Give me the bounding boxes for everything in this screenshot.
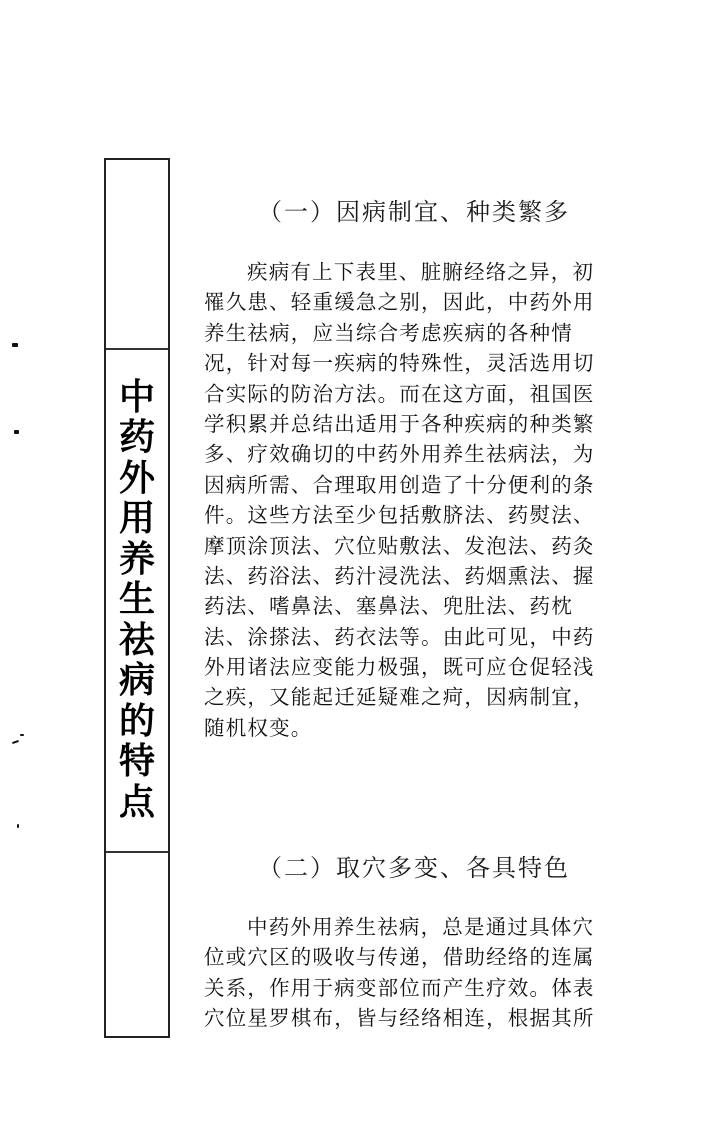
chapter-title-char: 病 bbox=[118, 660, 155, 702]
paragraph-line: 穴位星罗棋布，皆与经络相连，根据其所 bbox=[204, 1006, 595, 1031]
chapter-title-char: 生 bbox=[118, 579, 155, 621]
paragraph-line: 因病所需、合理取用创造了十分便利的条 bbox=[204, 472, 595, 497]
scan-mark bbox=[20, 734, 24, 736]
paragraph-line: 外用诸法应变能力极强，既可应仓促轻浅 bbox=[204, 655, 595, 680]
paragraph-line: 关系，作用于病变部位而产生疗效。体表 bbox=[204, 975, 595, 1000]
paragraph-line: 摩顶涂顶法、穴位贴敷法、发泡法、药灸 bbox=[204, 533, 595, 558]
paragraph-line: 法、涂搽法、药衣法等。由此可见，中药 bbox=[204, 624, 595, 649]
chapter-title-char: 外 bbox=[118, 457, 155, 499]
paragraph-line: 罹久患、轻重缓急之别，因此，中药外用 bbox=[204, 290, 595, 315]
scan-mark bbox=[14, 430, 19, 434]
paragraph-line: 中药外用养生祛病，总是通过具体穴 bbox=[247, 915, 595, 939]
sidebar-title-cell bbox=[106, 348, 168, 853]
paragraph-line: 药法、嗜鼻法、塞鼻法、兜肚法、药枕 bbox=[204, 594, 573, 619]
scan-mark bbox=[12, 740, 19, 744]
paragraph-line: 随机权变。 bbox=[204, 715, 313, 740]
section-heading-2: （二）取穴多变、各具特色 bbox=[258, 854, 570, 882]
paragraph-line: 多、疗效确切的中药外用养生祛病法，为 bbox=[204, 442, 595, 467]
scan-mark bbox=[12, 343, 18, 347]
scan-mark bbox=[17, 824, 19, 828]
paragraph-line: 疾病有上下表里、脏腑经络之异，初 bbox=[247, 260, 595, 284]
section-paragraph-1 bbox=[204, 257, 636, 743]
section-heading-1: （一）因病制宜、种类繁多 bbox=[258, 198, 570, 226]
paragraph-line: 况，针对每一疾病的特殊性，灵活选用切 bbox=[204, 351, 595, 376]
sidebar-bottom-cell bbox=[106, 853, 168, 1036]
sidebar-top-cell bbox=[106, 160, 168, 348]
chapter-title-char: 祛 bbox=[118, 619, 155, 661]
section-paragraph-2 bbox=[204, 912, 636, 1034]
paragraph-line: 件。这些方法至少包括敷脐法、药熨法、 bbox=[204, 503, 595, 528]
chapter-title-char: 用 bbox=[118, 498, 155, 540]
paragraph-line: 学积累并总结出适用于各种疾病的种类繁 bbox=[204, 411, 595, 436]
paragraph-line: 养生祛病，应当综合考虑疾病的各种情 bbox=[204, 320, 573, 345]
chapter-title-char: 特 bbox=[118, 741, 155, 783]
paragraph-line: 位或穴区的吸收与传递，借助经络的连属 bbox=[204, 945, 595, 970]
paragraph-line: 法、药浴法、药汁浸洗法、药烟熏法、握 bbox=[204, 563, 595, 588]
chapter-title-char: 养 bbox=[118, 538, 155, 580]
chapter-title-sidebar bbox=[104, 158, 170, 1038]
chapter-title-char: 的 bbox=[118, 700, 155, 742]
chapter-title-char: 中 bbox=[118, 376, 155, 418]
paragraph-line: 之疾，又能起迁延疑难之疴，因病制宜， bbox=[204, 685, 595, 710]
paragraph-line: 合实际的防治方法。而在这方面，祖国医 bbox=[204, 381, 595, 406]
chapter-title-char: 药 bbox=[118, 417, 155, 459]
chapter-title-char: 点 bbox=[118, 781, 155, 823]
